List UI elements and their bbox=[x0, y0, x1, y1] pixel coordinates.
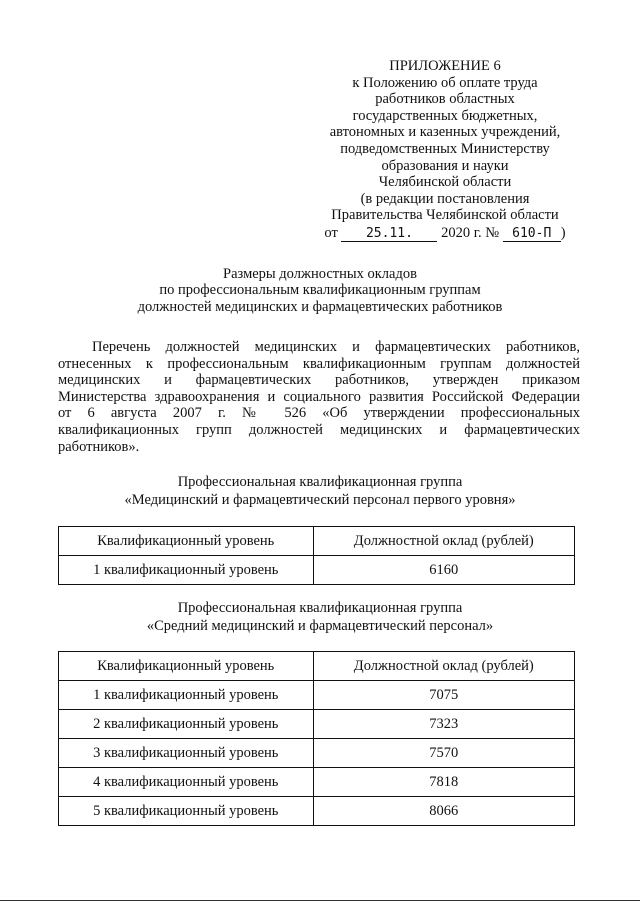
salary-cell: 7323 bbox=[313, 710, 574, 739]
level-cell: 2 квалификационный уровень bbox=[59, 710, 314, 739]
table-row bbox=[59, 739, 575, 768]
salary-cell: 7570 bbox=[313, 739, 574, 768]
intro-line: медицинских и фармацевтических работников, утвержден приказом bbox=[58, 372, 580, 389]
level-cell: 4 квалификационный уровень bbox=[59, 768, 314, 797]
level-cell: 5 квалификационный уровень bbox=[59, 797, 314, 826]
intro-line: отнесенных к профессиональным квалификационным группам должностей bbox=[58, 355, 580, 372]
group-title-line: Профессиональная квалификационная группа bbox=[177, 474, 463, 490]
column-header-salary: Должностной оклад (рублей) bbox=[313, 527, 574, 556]
salary-cell: 6160 bbox=[313, 556, 574, 585]
title-line: должностей медицинских и фармацевтических работников bbox=[137, 298, 503, 315]
table-header-row bbox=[59, 652, 575, 681]
group-2-salary-table bbox=[58, 651, 575, 826]
document-title bbox=[60, 266, 580, 315]
resolution-number: 610-П bbox=[503, 226, 561, 242]
year-text: 2020 г. № bbox=[441, 224, 500, 241]
appendix-line: работников областных bbox=[375, 91, 515, 108]
resolution-date: 25.11. bbox=[341, 226, 437, 242]
intro-line: квалификационных групп должностей медицинских и фармацевтических bbox=[58, 421, 580, 438]
appendix-line: подведомственных Министерству bbox=[340, 140, 550, 157]
date-prefix: от bbox=[324, 224, 338, 241]
title-line: по профессиональным квалификационным группам bbox=[159, 282, 481, 299]
salary-cell: 8066 bbox=[313, 797, 574, 826]
table-header-row bbox=[59, 527, 575, 556]
appendix-line: автономных и казенных учреждений, bbox=[329, 124, 561, 141]
table-row bbox=[59, 797, 575, 826]
page-bottom-rule bbox=[0, 900, 640, 901]
level-cell: 3 квалификационный уровень bbox=[59, 739, 314, 768]
group-1-title bbox=[60, 474, 580, 509]
group-title-line: Профессиональная квалификационная группа bbox=[177, 600, 463, 616]
appendix-line: государственных бюджетных, bbox=[352, 107, 538, 124]
appendix-header bbox=[300, 58, 590, 242]
group-2-title bbox=[60, 600, 580, 635]
appendix-title: ПРИЛОЖЕНИЕ 6 bbox=[389, 58, 501, 74]
level-cell: 1 квалификационный уровень bbox=[59, 681, 314, 710]
appendix-line: (в редакции постановления bbox=[360, 190, 530, 207]
table-row bbox=[59, 710, 575, 739]
appendix-line: к Положению об оплате труда bbox=[352, 74, 538, 91]
intro-line: работников». bbox=[58, 438, 140, 455]
resolution-date-line bbox=[300, 225, 590, 242]
intro-line: Министерства здравоохранения и социального развития Российской Федерации bbox=[58, 388, 580, 405]
column-header-salary: Должностной оклад (рублей) bbox=[313, 652, 574, 681]
intro-line: Перечень должностей медицинских и фармацевтических работников, bbox=[92, 339, 580, 355]
column-header-level: Квалификационный уровень bbox=[59, 527, 314, 556]
salary-cell: 7075 bbox=[313, 681, 574, 710]
appendix-line: Челябинской области bbox=[378, 174, 512, 191]
intro-line: от 6 августа 2007 г. № 526 «Об утверждении профессиональных bbox=[58, 405, 580, 422]
close-paren: ) bbox=[560, 224, 566, 241]
table-row bbox=[59, 681, 575, 710]
title-line: Размеры должностных окладов bbox=[223, 266, 417, 282]
appendix-line: образования и науки bbox=[381, 157, 509, 174]
salary-cell: 7818 bbox=[313, 768, 574, 797]
table-row bbox=[59, 768, 575, 797]
intro-paragraph bbox=[58, 339, 580, 455]
group-1-salary-table bbox=[58, 526, 575, 585]
level-cell: 1 квалификационный уровень bbox=[59, 556, 314, 585]
group-title-line: «Медицинский и фармацевтический персонал первого уровня» bbox=[124, 491, 516, 508]
appendix-line: Правительства Челябинской области bbox=[331, 207, 559, 224]
table-row bbox=[59, 556, 575, 585]
group-title-line: «Средний медицинский и фармацевтический персонал» bbox=[146, 617, 494, 634]
column-header-level: Квалификационный уровень bbox=[59, 652, 314, 681]
